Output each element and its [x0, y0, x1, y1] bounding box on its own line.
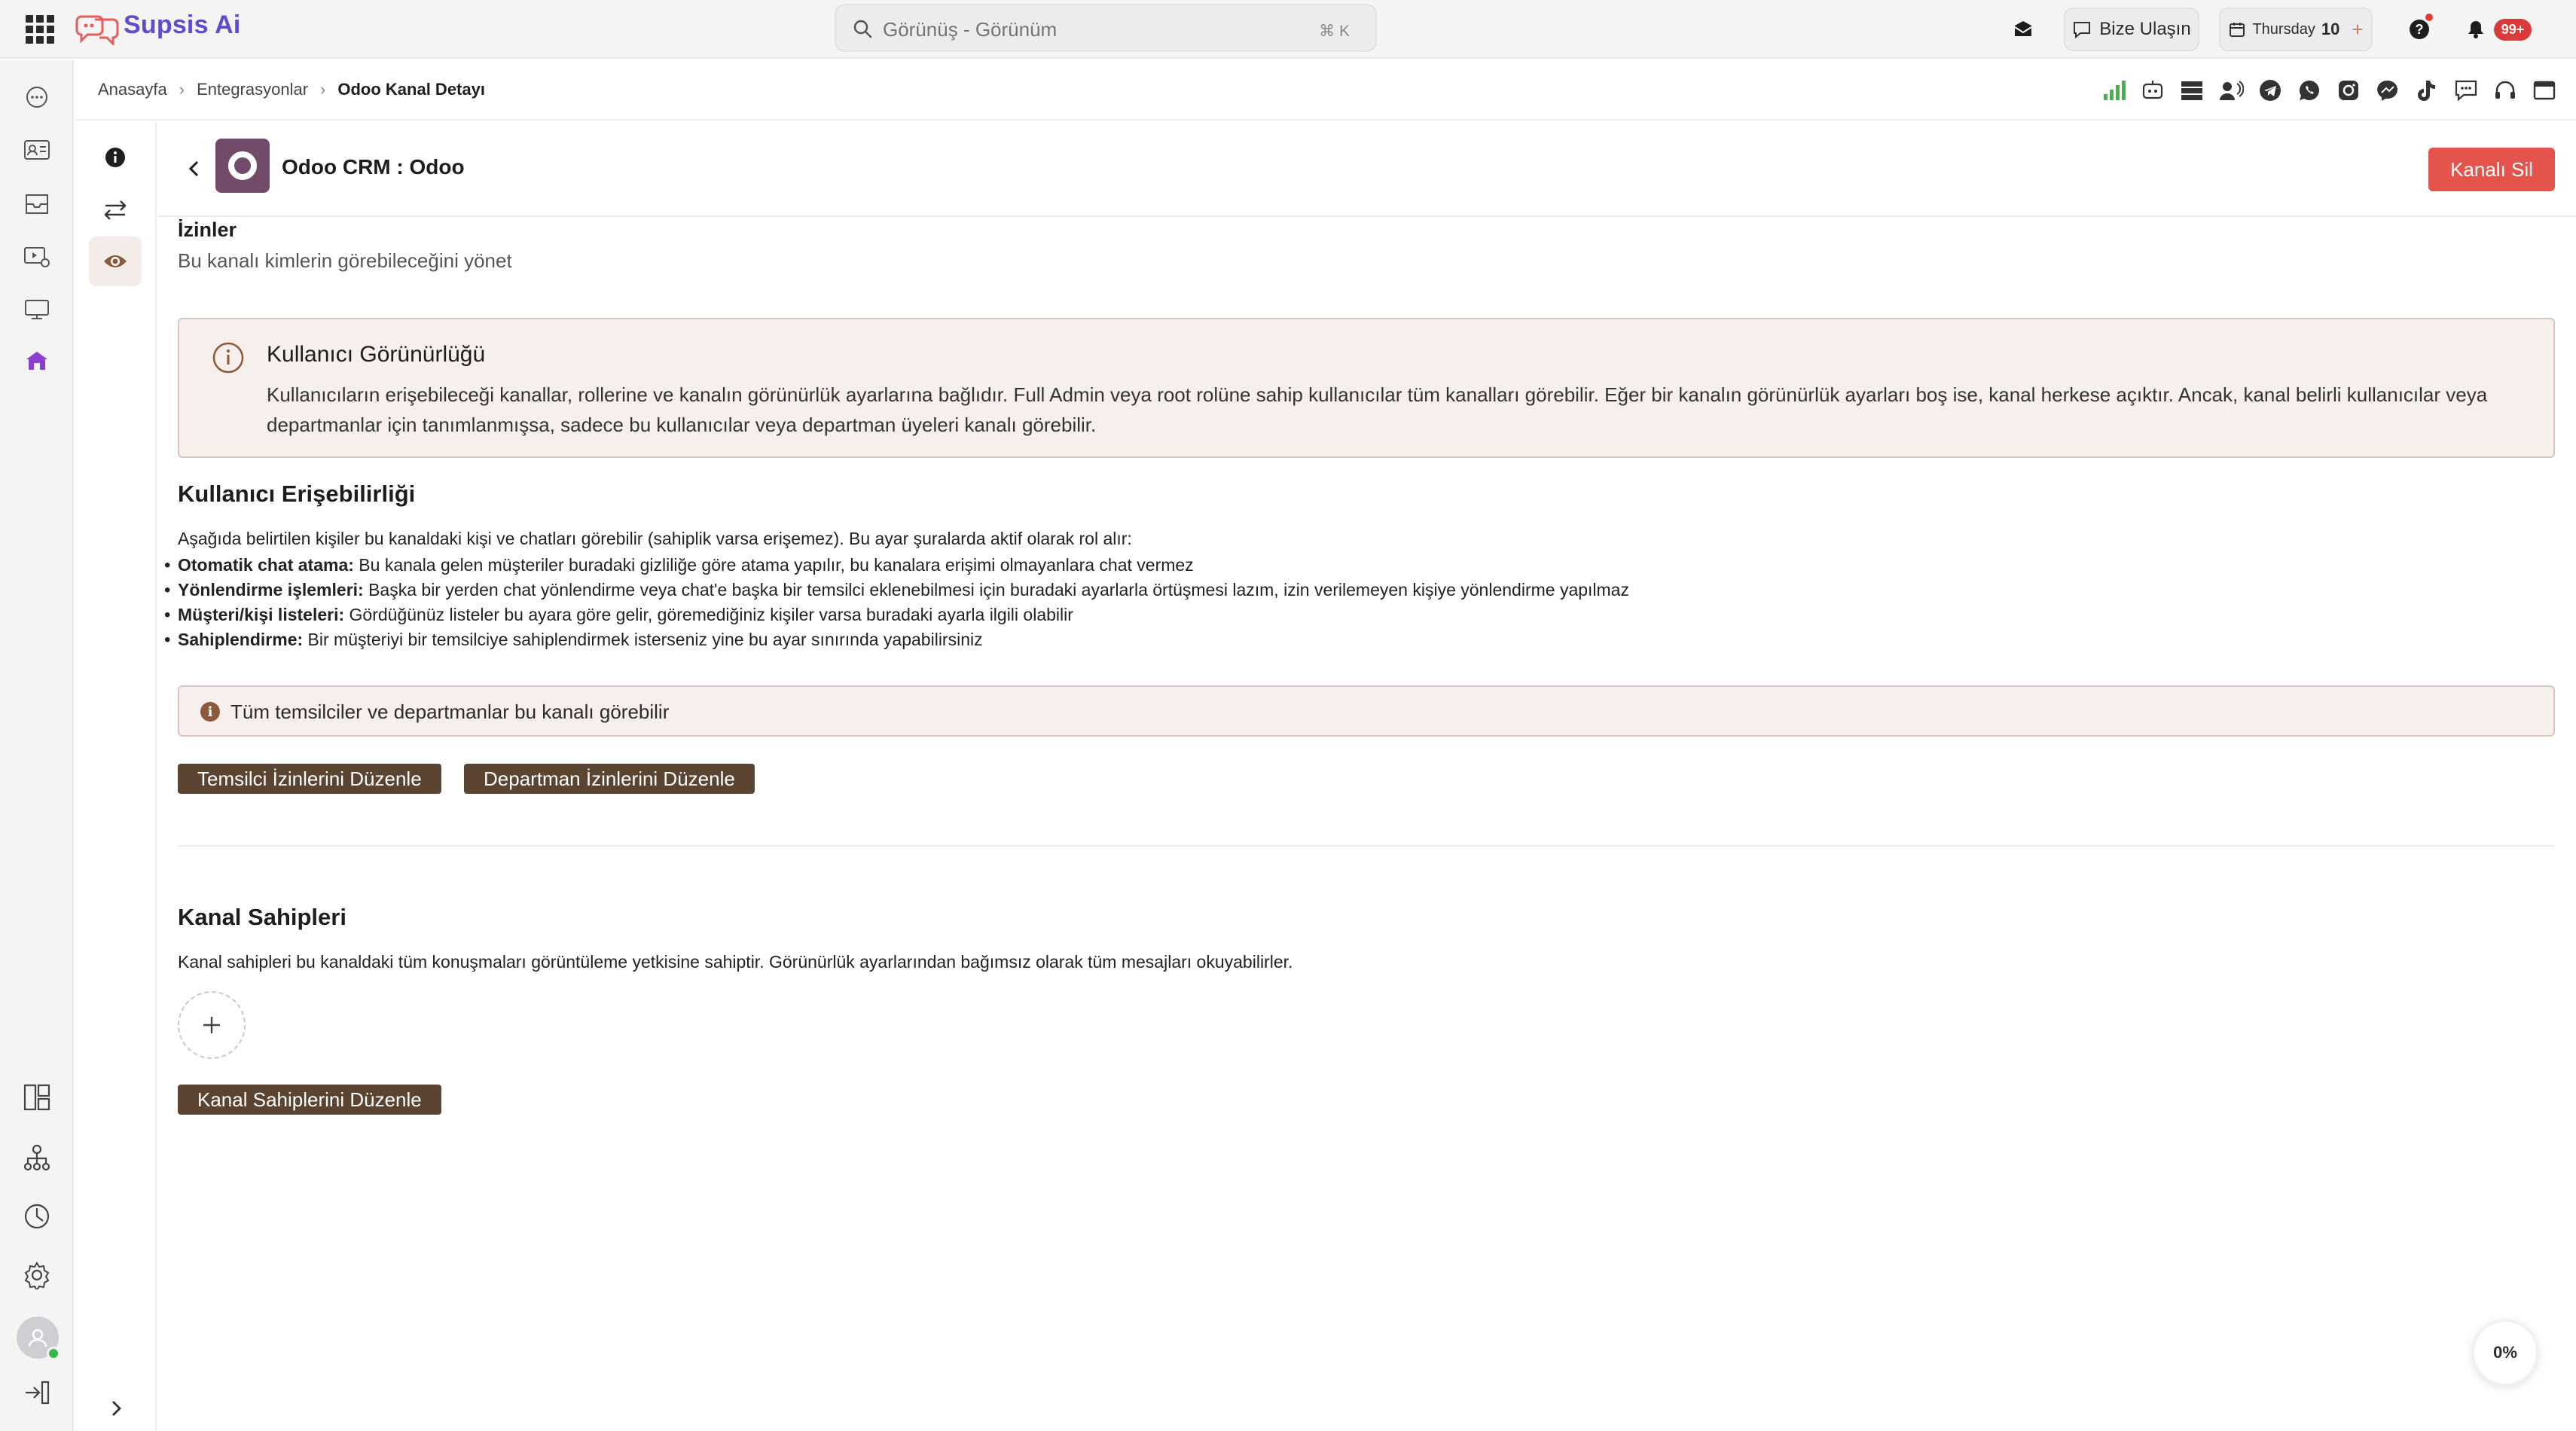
top-bar — [0, 0, 2576, 59]
tiktok-icon[interactable] — [2412, 75, 2442, 105]
bullet-label: Sahiplendirme: — [178, 630, 304, 649]
page-header — [158, 122, 2576, 217]
bullet-label: Müşteri/kişi listeleri: — [178, 605, 345, 624]
robot-icon[interactable] — [2138, 75, 2168, 105]
permissions-subtitle: Bu kanalı kimlerin görebileceğini yönet — [178, 249, 512, 272]
breadcrumb-bar — [75, 60, 2576, 121]
help-notification-dot — [2425, 14, 2433, 21]
date-number: 10 — [2321, 20, 2340, 38]
search-bar[interactable] — [835, 4, 1377, 52]
logo-icon — [75, 12, 119, 45]
rail-home[interactable] — [18, 342, 56, 380]
visibility-notice-text: Tüm temsilciler ve departmanlar bu kanalı görebilir — [230, 700, 670, 723]
bullet-text: Gördüğünüz listeler bu ayara göre gelir, göremediğiniz kişiler varsa buradaki ayarla ilgili olabilir — [344, 605, 1073, 624]
visibility-info-panel — [178, 318, 2555, 458]
section-divider — [178, 845, 2555, 847]
user-icon — [26, 1326, 50, 1350]
access-bullet-list — [178, 553, 1629, 652]
subnav-visibility[interactable] — [89, 236, 142, 286]
permissions-content — [178, 218, 2555, 1111]
headset-icon[interactable] — [2490, 75, 2520, 105]
instagram-icon[interactable] — [2333, 75, 2364, 105]
expand-sidebar-button[interactable] — [102, 1395, 130, 1422]
visibility-info-title: Kullanıcı Görünürlüğü — [267, 342, 486, 367]
notifications-button[interactable] — [2457, 8, 2540, 51]
sms-icon[interactable] — [2451, 75, 2481, 105]
rail-chat[interactable] — [18, 78, 56, 116]
add-owner-button[interactable] — [178, 991, 246, 1059]
list-item — [178, 578, 1629, 603]
visibility-notice — [178, 685, 2555, 737]
edit-agent-permissions-button[interactable]: Temsilci İzinlerini Düzenle — [178, 764, 441, 794]
odoo-logo-icon — [215, 139, 270, 193]
notification-count-badge: 99+ — [2494, 19, 2532, 41]
contact-us-button[interactable] — [2064, 8, 2199, 51]
whatsapp-icon[interactable] — [2294, 75, 2324, 105]
mail-icon — [2012, 18, 2034, 41]
search-input[interactable] — [883, 16, 1274, 43]
owners-text: Kanal sahipleri bu kanaldaki tüm konuşmaları görüntüleme yetkisine sahiptir. Görünürlük ayarlarından bağımsız olarak tüm mesajları okuyabilirler. — [178, 952, 1293, 972]
rail-reports[interactable] — [18, 1198, 56, 1235]
edit-department-permissions-button[interactable]: Departman İzinlerini Düzenle — [464, 764, 755, 794]
breadcrumb-home[interactable]: Anasayfa — [98, 80, 167, 99]
search-shortcut: ⌘ K — [1319, 23, 1350, 40]
voice-icon[interactable] — [2216, 75, 2246, 105]
channel-icons — [2089, 75, 2559, 105]
rail-settings-monitor[interactable] — [18, 238, 56, 276]
eye-icon — [102, 252, 128, 270]
messenger-icon[interactable] — [2373, 75, 2403, 105]
bell-icon — [2465, 19, 2486, 40]
bullet-label: Yönlendirme işlemleri: — [178, 580, 364, 600]
settings-monitor-icon — [23, 245, 50, 269]
help-button[interactable] — [2400, 8, 2439, 51]
clock-icon — [23, 1202, 51, 1231]
transfer-arrows-icon — [102, 199, 128, 221]
home-icon — [24, 349, 50, 372]
delete-channel-button[interactable]: Kanalı Sil — [2428, 148, 2555, 191]
channel-sub-nav — [75, 122, 157, 1431]
mail-button[interactable] — [1999, 8, 2047, 51]
owners-title: Kanal Sahipleri — [178, 904, 346, 930]
rail-contacts[interactable] — [18, 131, 56, 169]
breadcrumb-current: Odoo Kanal Detayı — [337, 80, 485, 99]
contacts-icon — [23, 139, 50, 161]
back-button[interactable] — [179, 154, 209, 184]
chevron-right-icon — [108, 1399, 124, 1418]
contact-us-label: Bize Ulaşın — [2099, 19, 2191, 39]
edit-owners-button[interactable]: Kanal Sahiplerini Düzenle — [178, 1085, 441, 1115]
calendar-icon — [2228, 20, 2246, 38]
rail-settings[interactable] — [18, 1256, 56, 1294]
logout-icon — [23, 1378, 51, 1407]
screen-icon — [24, 298, 50, 321]
apps-grid-icon[interactable] — [26, 15, 54, 44]
page-title: Odoo CRM : Odoo — [282, 155, 465, 178]
avatar[interactable] — [17, 1317, 59, 1359]
bullet-text: Bir müşteriyi bir temsilciye sahiplendirmek isterseniz yine bu ayar sınırında yapabilirsiniz — [303, 630, 983, 649]
subnav-routing[interactable] — [89, 185, 142, 235]
online-status-dot — [47, 1347, 60, 1360]
svg-text:?: ? — [2415, 22, 2424, 37]
breadcrumb-separator-icon: › — [179, 80, 185, 99]
access-intro: Aşağıda belirtilen kişiler bu kanaldaki kişi ve chatları görebilir (sahiplik varsa erişemez). Bu ayar şuralarda aktif olarak rol alır: — [178, 529, 1132, 548]
window-icon[interactable] — [2529, 75, 2559, 105]
bullet-text: Başka bir yerden chat yönlendirme veya chat'e başka bir temsilci eklenebilmesi için buradaki ayarlarla örtüşmesi lazım, izin verilemeyen kişiye yönlendirme yapılmaz — [363, 580, 1629, 600]
chevron-left-icon — [187, 159, 202, 178]
rail-hierarchy[interactable] — [18, 1139, 56, 1176]
breadcrumb — [98, 80, 485, 99]
list-item — [178, 553, 1629, 578]
app-name: Supsis Ai — [124, 11, 241, 39]
layout-icon — [23, 1083, 51, 1112]
info-icon — [103, 145, 127, 169]
list-item — [178, 627, 1629, 652]
subnav-info[interactable] — [89, 133, 142, 182]
inbox-icon — [23, 192, 50, 216]
rail-screen[interactable] — [18, 291, 56, 328]
info-circle-icon — [211, 340, 246, 375]
telegram-icon[interactable] — [2255, 75, 2285, 105]
date-widget[interactable] — [2219, 8, 2373, 51]
date-day: Thursday — [2252, 20, 2315, 38]
server-icon[interactable] — [2177, 75, 2207, 105]
bullet-label: Otomatik chat atama: — [178, 555, 354, 575]
date-add-button[interactable]: + — [2352, 17, 2364, 41]
signal-icon[interactable] — [2098, 75, 2129, 105]
left-rail — [0, 60, 74, 1431]
list-item — [178, 603, 1629, 627]
rail-logout[interactable] — [18, 1374, 56, 1411]
access-title: Kullanıcı Erişebilirliği — [178, 481, 416, 507]
breadcrumb-integrations[interactable]: Entegrasyonlar — [197, 80, 309, 99]
gear-icon — [23, 1261, 51, 1289]
rail-inbox[interactable] — [18, 185, 56, 223]
hierarchy-icon — [23, 1143, 51, 1172]
plus-icon — [200, 1014, 223, 1036]
info-badge-icon: i — [200, 702, 220, 722]
breadcrumb-separator-icon: › — [320, 80, 326, 99]
rail-layout[interactable] — [18, 1079, 56, 1116]
permissions-title: İzinler — [178, 218, 237, 241]
search-icon — [851, 17, 875, 41]
progress-indicator[interactable]: 0% — [2472, 1320, 2538, 1386]
chat-icon — [24, 84, 50, 110]
visibility-info-text: Kullanıcıların erişebileceği kanallar, rollerine ve kanalın görünürlük ayarlarına bağlıdır. Full Admin veya root rolüne sahip kullanıcılar tüm kanalları görebilir. Eğer bir kanalın görünürlük ayarları boş ise, kanal herkese açıktır. Ancak, kanal belirli kullanıcılar veya departmanlar için tanımlanmışsa, sadece bu kullanıcılar veya departman üyeleri kanalı görebilir. — [267, 383, 2488, 436]
chat-bubble-icon — [2072, 20, 2092, 39]
bullet-text: Bu kanala gelen müşteriler buradaki gizliliğe göre atama yapılır, bu kanalara erişimi olmayanlara chat vermez — [353, 555, 1194, 575]
